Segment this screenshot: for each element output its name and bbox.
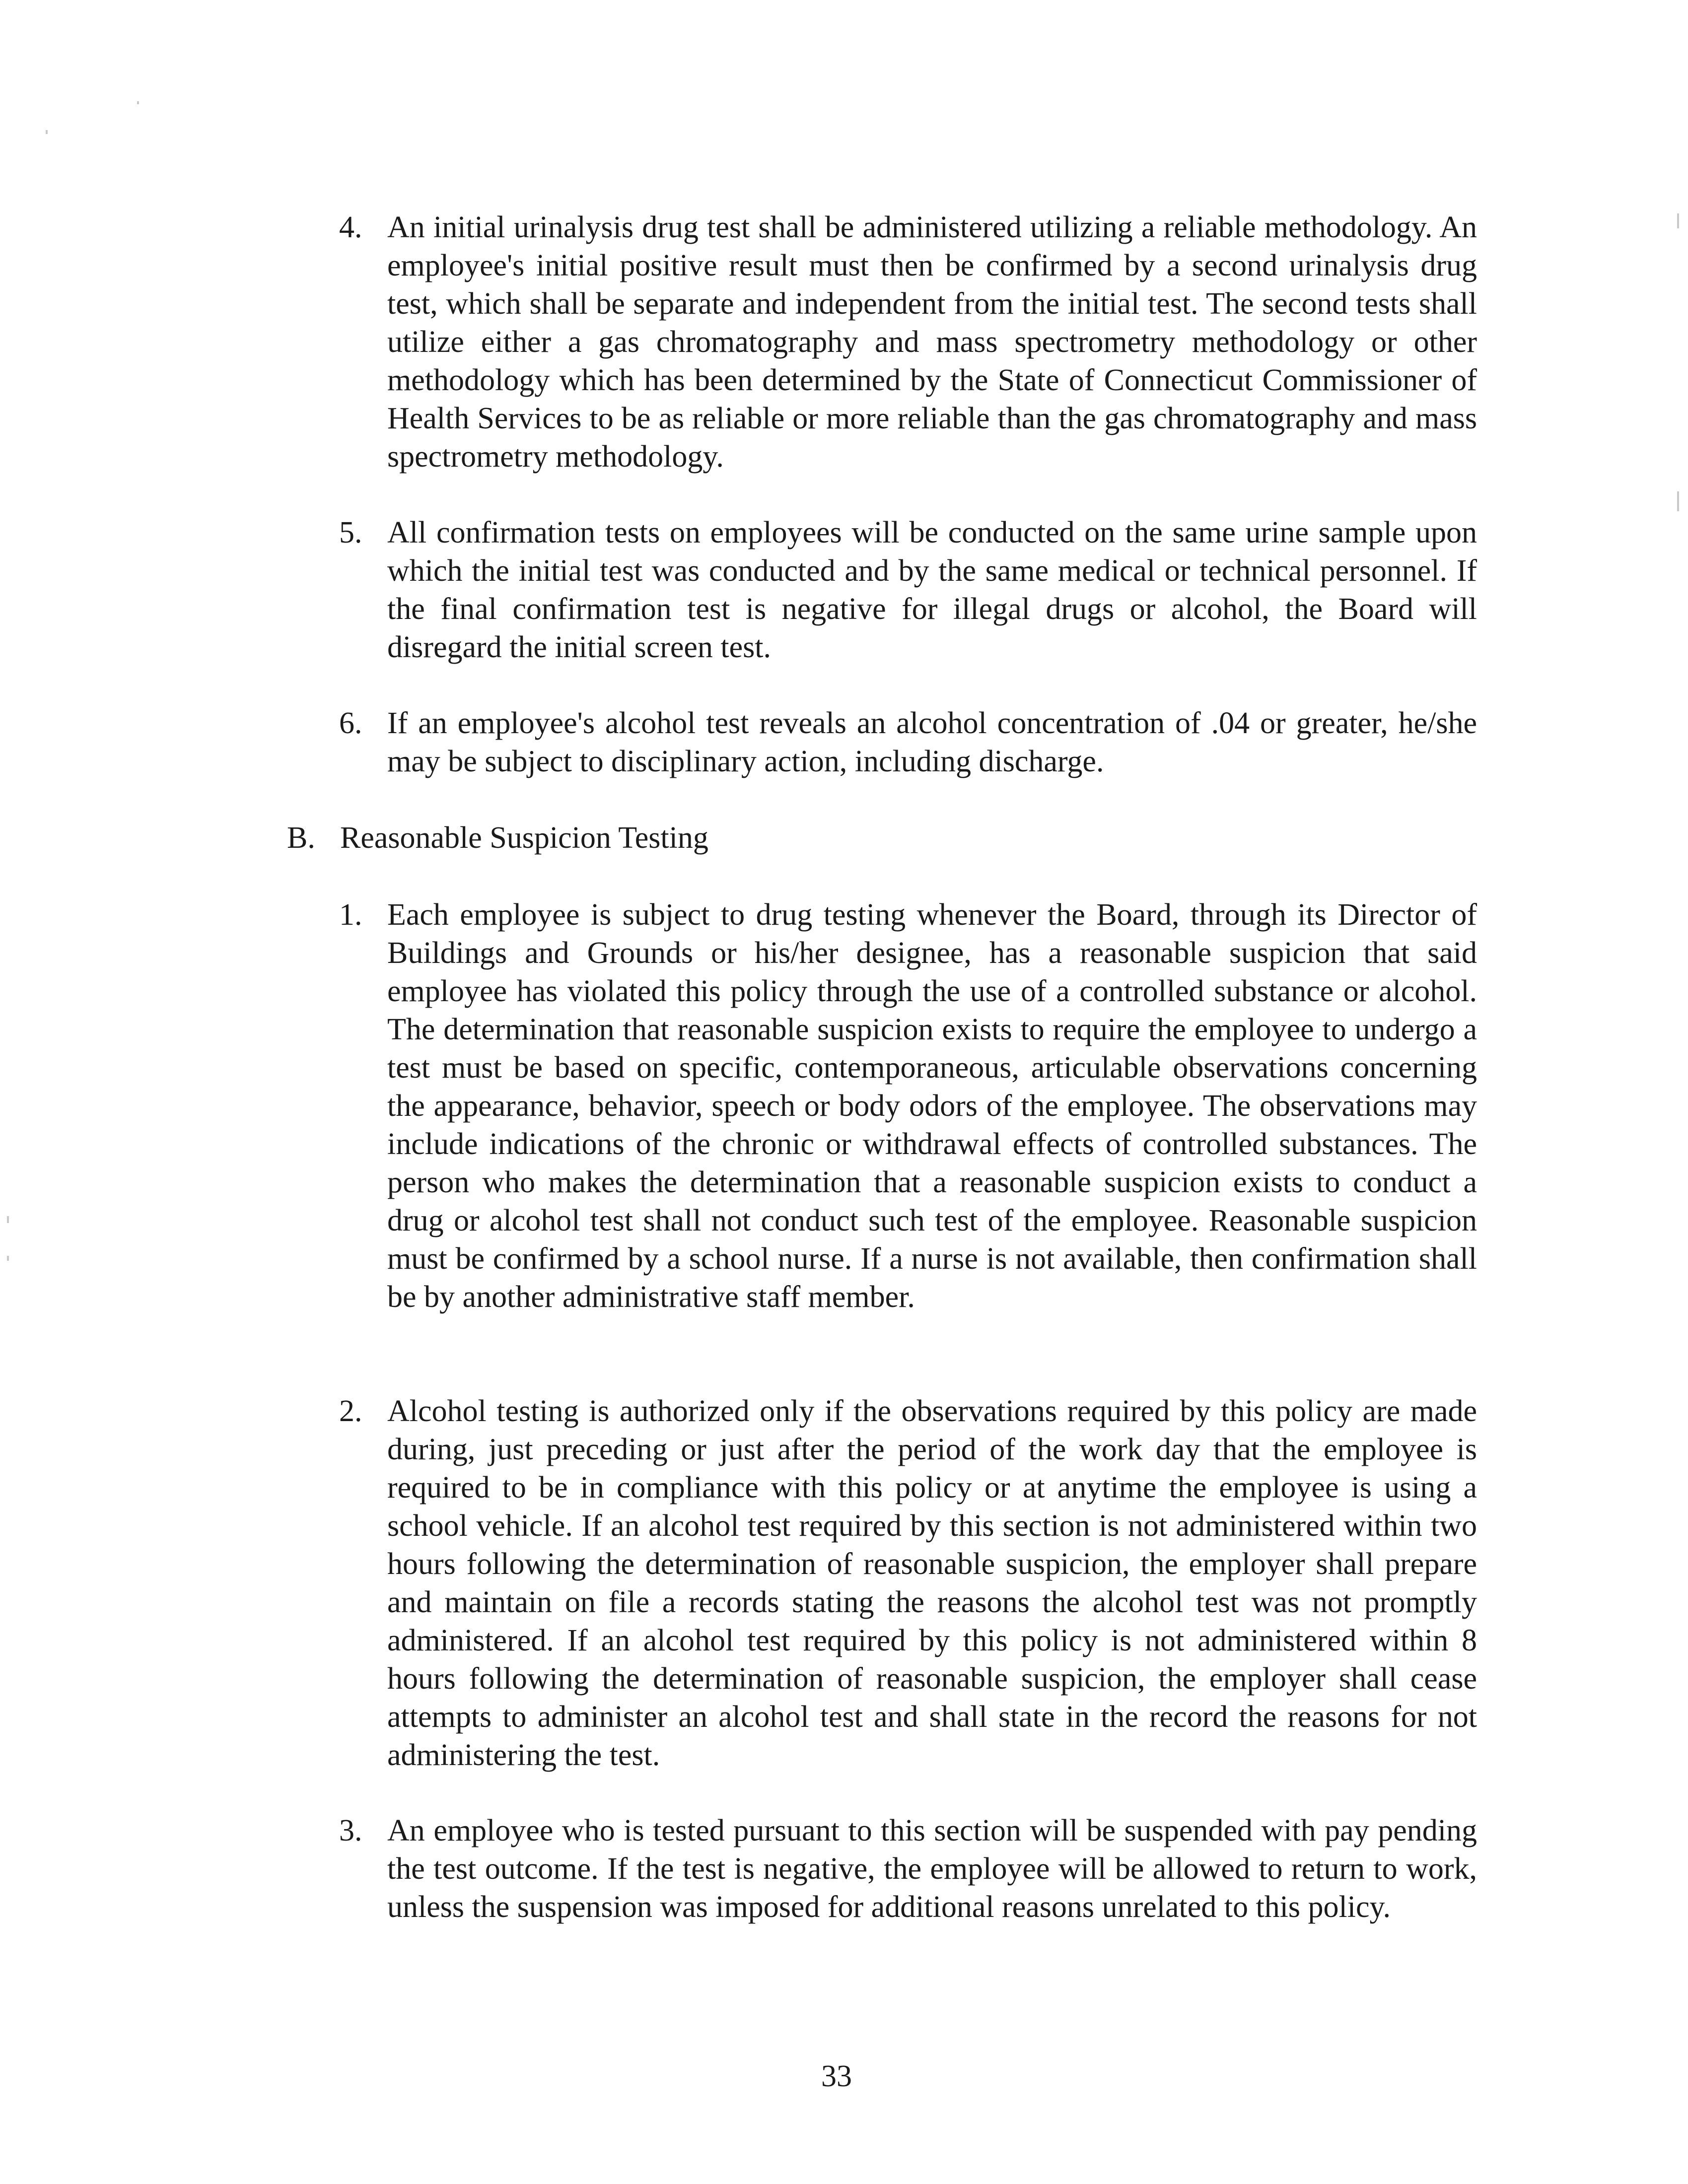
scan-speck bbox=[7, 1256, 9, 1261]
scan-speck bbox=[137, 101, 139, 104]
list-item-number: 2. bbox=[339, 1394, 362, 1428]
list-item-5 bbox=[339, 514, 1477, 667]
list-item-6 bbox=[339, 704, 1477, 781]
list-item-number: 1. bbox=[339, 898, 362, 932]
list-item-text: An employee who is tested pursuant to this section will be suspended with pay pending the test outcome. If the test is negative, the employee will be allowed to return to work, unless the suspension was imposed for additional reasons unrelated to this policy. bbox=[387, 1814, 1477, 1924]
list-item-number: 4. bbox=[339, 210, 362, 244]
list-item-b3 bbox=[339, 1812, 1477, 1926]
list-item-number: 5. bbox=[339, 516, 362, 549]
list-item-number: 6. bbox=[339, 706, 362, 740]
list-item-text: An initial urinalysis drug test shall be administered utilizing a reliable methodology. An employee's initial positive result must then be confirmed by a second urinalysis drug test, which shall be separate and independent from the initial test. The second tests shall utilize either a gas chromatography and mass spectrometry methodology or other methodology which has been determined by the State of Connecticut Commissioner of Health Services to be as reliable or more reliable than the gas chromatography and mass spectrometry methodology. bbox=[387, 210, 1477, 474]
list-item-text: If an employee's alcohol test reveals an alcohol concentration of .04 or greater, he/she may be subject to disciplinary action, including discharge. bbox=[387, 706, 1477, 778]
list-item-4 bbox=[339, 208, 1477, 476]
page-number: 33 bbox=[821, 2059, 852, 2093]
list-item-b1 bbox=[339, 896, 1477, 1316]
section-heading-b bbox=[287, 819, 1085, 857]
scan-speck bbox=[1677, 491, 1679, 511]
scan-speck bbox=[7, 1216, 9, 1223]
scan-speck bbox=[46, 130, 48, 134]
section-letter: B. bbox=[287, 821, 315, 855]
list-item-text: Alcohol testing is authorized only if the observations required by this policy are made during, just preceding or just after the period of the work day that the employee is required to be in compliance with this policy or at anytime the employee is using a school vehicle. If an alcohol test required by this section is not administered within two hours following the determination of reasonable suspicion, the employer shall prepare and maintain on file a records stating the reasons the alcohol test was not promptly administered. If an alcohol test required by this policy is not administered within 8 hours following the determination of reasonable suspicion, the employer shall cease attempts to administer an alcohol test and shall state in the record the reasons for not administering the test. bbox=[387, 1394, 1477, 1772]
section-title: Reasonable Suspicion Testing bbox=[340, 821, 708, 855]
list-item-b2 bbox=[339, 1392, 1477, 1774]
list-item-text: Each employee is subject to drug testing whenever the Board, through its Director of Buildings and Grounds or his/her designee, has a reasonable suspicion that said employee has violated this policy through the use of a controlled substance or alcohol. The determination that reasonable suspicion exists to require the employee to undergo a test must be based on specific, contemporaneous, articulable observations concerning the appearance, behavior, speech or body odors of the employee. The observations may include indications of the chronic or withdrawal effects of controlled substances. The person who makes the determination that a reasonable suspicion exists to conduct a drug or alcohol test shall not conduct such test of the employee. Reasonable suspicion must be confirmed by a school nurse. If a nurse is not available, then confirmation shall be by another administrative staff member. bbox=[387, 898, 1477, 1314]
list-item-text: All confirmation tests on employees will be conducted on the same urine sample upon which the initial test was conducted and by the same medical or technical personnel. If the final confirmation test is negative for illegal drugs or alcohol, the Board will disregard the initial screen test. bbox=[387, 516, 1477, 664]
scan-speck bbox=[1677, 213, 1679, 228]
list-item-number: 3. bbox=[339, 1814, 362, 1847]
